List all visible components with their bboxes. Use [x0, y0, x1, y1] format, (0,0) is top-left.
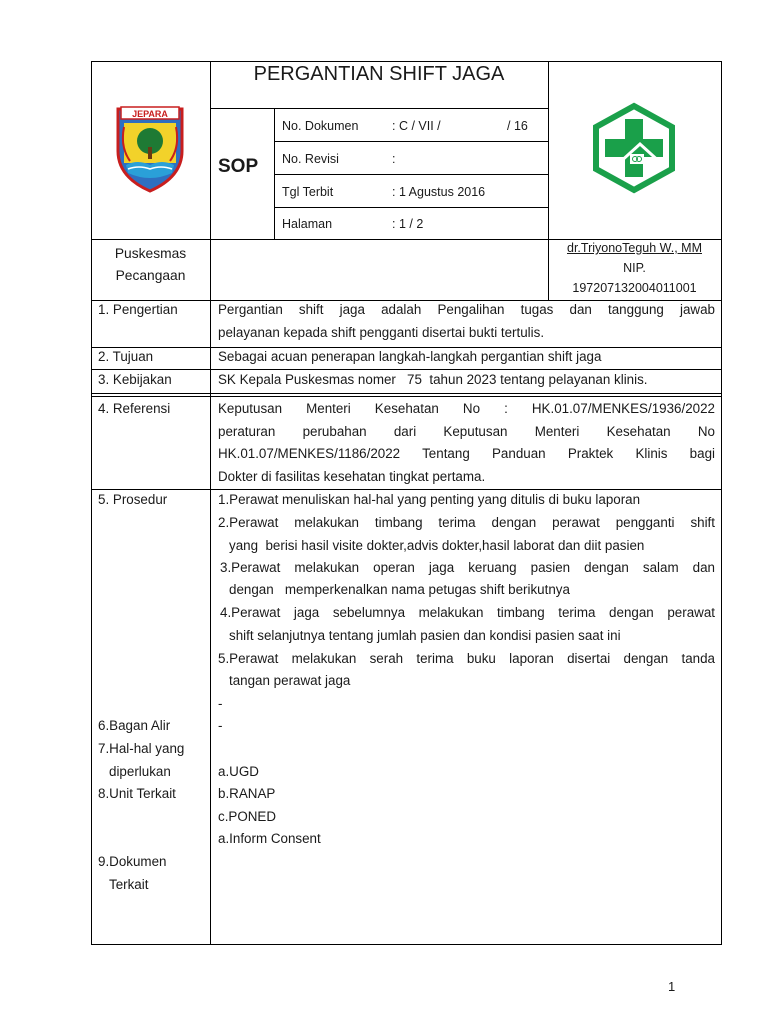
row-divider-kebijakan	[91, 393, 722, 394]
kebijakan-text: SK Kepala Puskesmas nomer 75 tahun 2023 tentang pelayanan klinis.	[218, 372, 648, 387]
row-divider-tujuan	[91, 369, 722, 370]
unit-terkait-label: 8.Unit Terkait	[98, 786, 176, 801]
org-name-line2: Pecangaan	[115, 268, 186, 283]
pengertian-line-1: Pergantian shift jaga adalah Pengalihan tugas dan tanggung jawab	[218, 302, 715, 317]
prosedur-line-9: tangan perawat jaga	[229, 673, 351, 688]
pengertian-line-2: pelayanan kepada shift pengganti disertai bukti tertulis.	[218, 325, 545, 340]
unit-item-2: b.RANAP	[218, 786, 276, 801]
prosedur-line-2: 2.Perawat melakukan timbang terima dengan perawat pengganti shift	[218, 515, 715, 530]
doc-number-label: No. Dokumen	[282, 119, 359, 133]
inform-consent: a.Inform Consent	[218, 831, 321, 846]
prosedur-label: 5. Prosedur	[98, 492, 168, 507]
prosedur-line-8: 5.Perawat melakukan serah terima buku laporan disertai dengan tanda	[218, 651, 715, 666]
unit-item-1: a.UGD	[218, 764, 259, 779]
referensi-line-4: Dokter di fasilitas kesehatan tingkat pertama.	[218, 469, 486, 484]
halhal-label-2: diperlukan	[109, 764, 171, 779]
unit-item-3: c.PONED	[218, 809, 277, 824]
table-border-left	[91, 61, 92, 945]
doc-number-suffix: / 16	[507, 119, 528, 133]
prosedur-line-5: dengan memperkenalkan nama petugas shift berikutnya	[229, 582, 570, 597]
puskesmas-logo	[588, 102, 680, 194]
page-number: 1	[668, 979, 676, 994]
prosedur-line-1: 1.Perawat menuliskan hal-hal yang penting yang ditulis di buku laporan	[218, 492, 641, 507]
referensi-line-3: HK.01.07/MENKES/1186/2022 Tentang Panduan Praktek Klinis bagi	[218, 446, 715, 461]
prosedur-line-6: 4.Perawat jaga sebelumnya melakukan timbang terima dengan perawat	[220, 605, 715, 620]
prosedur-line-7: shift selanjutnya tentang jumlah pasien dan kondisi pasien saat ini	[229, 628, 621, 643]
jepara-logo	[112, 103, 188, 193]
halhal-label-1: 7.Hal-hal yang	[98, 741, 185, 756]
prosedur-line-4: 3.Perawat melakukan operan jaga keruang pasien dengan salam dan	[220, 560, 715, 575]
dokumen-label-1: 9.Dokumen	[98, 854, 167, 869]
issue-date-label: Tgl Terbit	[282, 185, 334, 199]
dokumen-label-2: Terkait	[109, 877, 149, 892]
svg-text:JEPARA: JEPARA	[132, 109, 168, 119]
pengertian-label: 1. Pengertian	[98, 302, 178, 317]
revision-value: :	[392, 152, 396, 166]
kebijakan-label: 3. Kebijakan	[98, 372, 172, 387]
prosedur-line-3: yang berisi hasil visite dokter,advis dokter,hasil laborat dan diit pasien	[229, 538, 645, 553]
org-row-divider	[91, 300, 722, 301]
tujuan-text: Sebagai acuan penerapan langkah-langkah pergantian shift jaga	[218, 349, 602, 364]
doc-row-divider-3	[274, 207, 548, 208]
issue-date-value: : 1 Agustus 2016	[392, 185, 486, 199]
page-value: : 1 / 2	[392, 217, 424, 231]
table-border-right	[721, 61, 722, 945]
revision-label: No. Revisi	[282, 152, 339, 166]
bagan-alir-label: 6.Bagan Alir	[98, 718, 171, 733]
page-label: Halaman	[282, 217, 333, 231]
referensi-line-1: Keputusan Menteri Kesehatan No : HK.01.07/MENKES/1936/2022	[218, 401, 715, 416]
table-border-bottom	[91, 944, 722, 945]
prosedur-dash: -	[218, 696, 223, 711]
signatory-nip-label: NIP.	[623, 261, 646, 275]
row-divider-referensi	[91, 489, 722, 490]
row-divider-kebijakan-2	[91, 396, 722, 397]
doc-number-value: : C / VII /	[392, 119, 441, 133]
referensi-line-2: peraturan perubahan dari Keputusan Menteri Kesehatan No	[218, 424, 715, 439]
doc-row-divider-2	[274, 174, 548, 175]
title-divider	[210, 108, 548, 109]
referensi-label: 4. Referensi	[98, 401, 171, 416]
sop-label: SOP	[218, 156, 259, 177]
doc-row-divider-1	[274, 141, 548, 142]
signatory-nip: 197207132004011001	[572, 281, 697, 295]
column-divider-left	[210, 61, 211, 945]
document-title: PERGANTIAN SHIFT JAGA	[253, 63, 505, 85]
bagan-alir-value: -	[218, 718, 223, 733]
row-divider-pengertian	[91, 347, 722, 348]
signatory-name: dr.TriyonoTeguh W., MM	[567, 241, 702, 255]
tujuan-label: 2. Tujuan	[98, 349, 154, 364]
org-name-line1: Puskesmas	[114, 246, 187, 261]
